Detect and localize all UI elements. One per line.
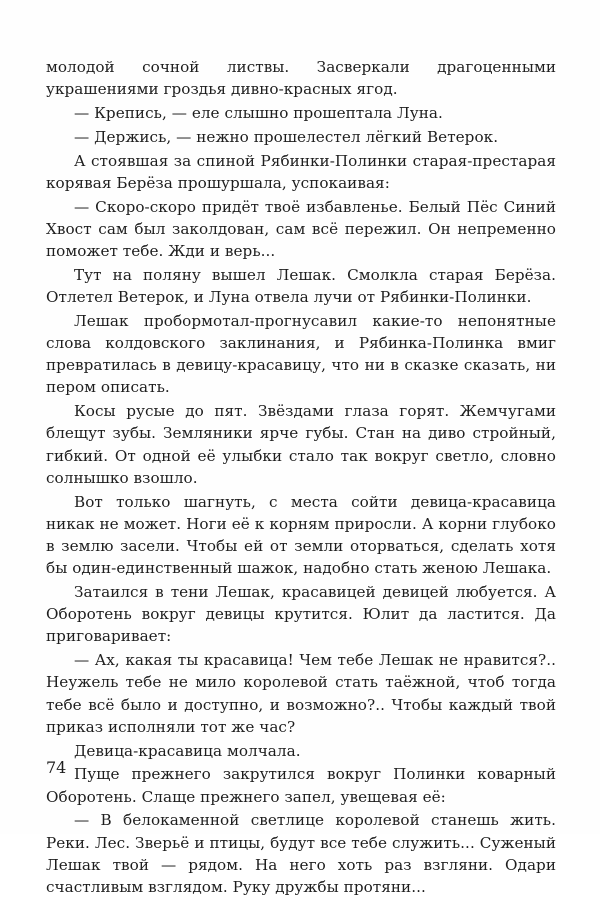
paragraph: — В белокаменной светлице королевой станешь жить. Реки. Лес. Зверьё и птицы, будут все тебе служить... Суженый Лешак твой — рядом. На него хоть раз взгляни. Одари счастливым взглядом. Руку дружбы протяни... <box>46 811 556 897</box>
paragraph: Тут на поляну вышел Лешак. Смолкла старая Берёза. Отлетел Ветерок, и Луна отвела лучи от Рябинки-Полинки. <box>46 265 556 306</box>
paragraph: Пуще прежнего закрутился вокруг Полинки коварный Оборотень. Слаще прежнего запел, увещевая её: <box>46 765 556 806</box>
paragraph: — Скоро-скоро придёт твоё избавленье. Белый Пёс Синий Хвост сам был заколдован, сам всё пережил. Он непременно поможет тебе. Жди и верь... <box>46 197 556 260</box>
paragraph: Вот только шагнуть, с места сойти девица-красавица никак не может. Ноги её к корням приросли. А корни глубоко в землю засели. Чтобы ей от земли оторваться, сделать хотя бы один-единственный шажок, надобно стать женою Лешака. <box>46 492 556 578</box>
paragraph: — Крепись, — еле слышно прошептала Луна. <box>74 104 443 122</box>
page-number: 74 <box>46 758 67 777</box>
paragraph: — Ах, какая ты красавица! Чем тебе Лешак не нравится?.. Неужель тебе не мило королевой стать таёжной, чтоб тогда тебе всё было и доступно, и возможно?.. Чтобы каждый твой приказ исполняли тот же час? <box>46 651 556 736</box>
paragraph: Затаился в тени Лешак, красавицей девицей любуется. А Оборотень вокруг девицы крутится. Юлит да ластится. Да приговаривает: <box>46 583 556 646</box>
paragraph: молодой сочной листвы. Засверкали драгоценными украшениями гроздья дивно-красных ягод. <box>46 58 556 99</box>
story-text <box>46 56 556 900</box>
paragraph: Косы русые до пят. Звёздами глаза горят. Жемчугами блещут зубы. Земляники ярче губы. Стан на диво стройный, гибкий. От одной её улыбки стало так вокруг светло, словно солнышко взошло. <box>46 402 556 487</box>
paragraph: — Держись, — нежно прошелестел лёгкий Ветерок. <box>74 127 499 146</box>
paragraph: Лешак пробормотал-прогнусавил какие-то непонятные слова колдовского заклинания, и Рябинка-Полинка вмиг превратилась в девицу-красавицу, что ни в сказке сказать, ни пером описать. <box>46 311 556 397</box>
paragraph: Девица-красавица молчала. <box>74 741 301 760</box>
paragraph: А стоявшая за спиной Рябинки-Полинки старая-престарая корявая Берёза прошуршала, успокаивая: <box>46 151 556 192</box>
